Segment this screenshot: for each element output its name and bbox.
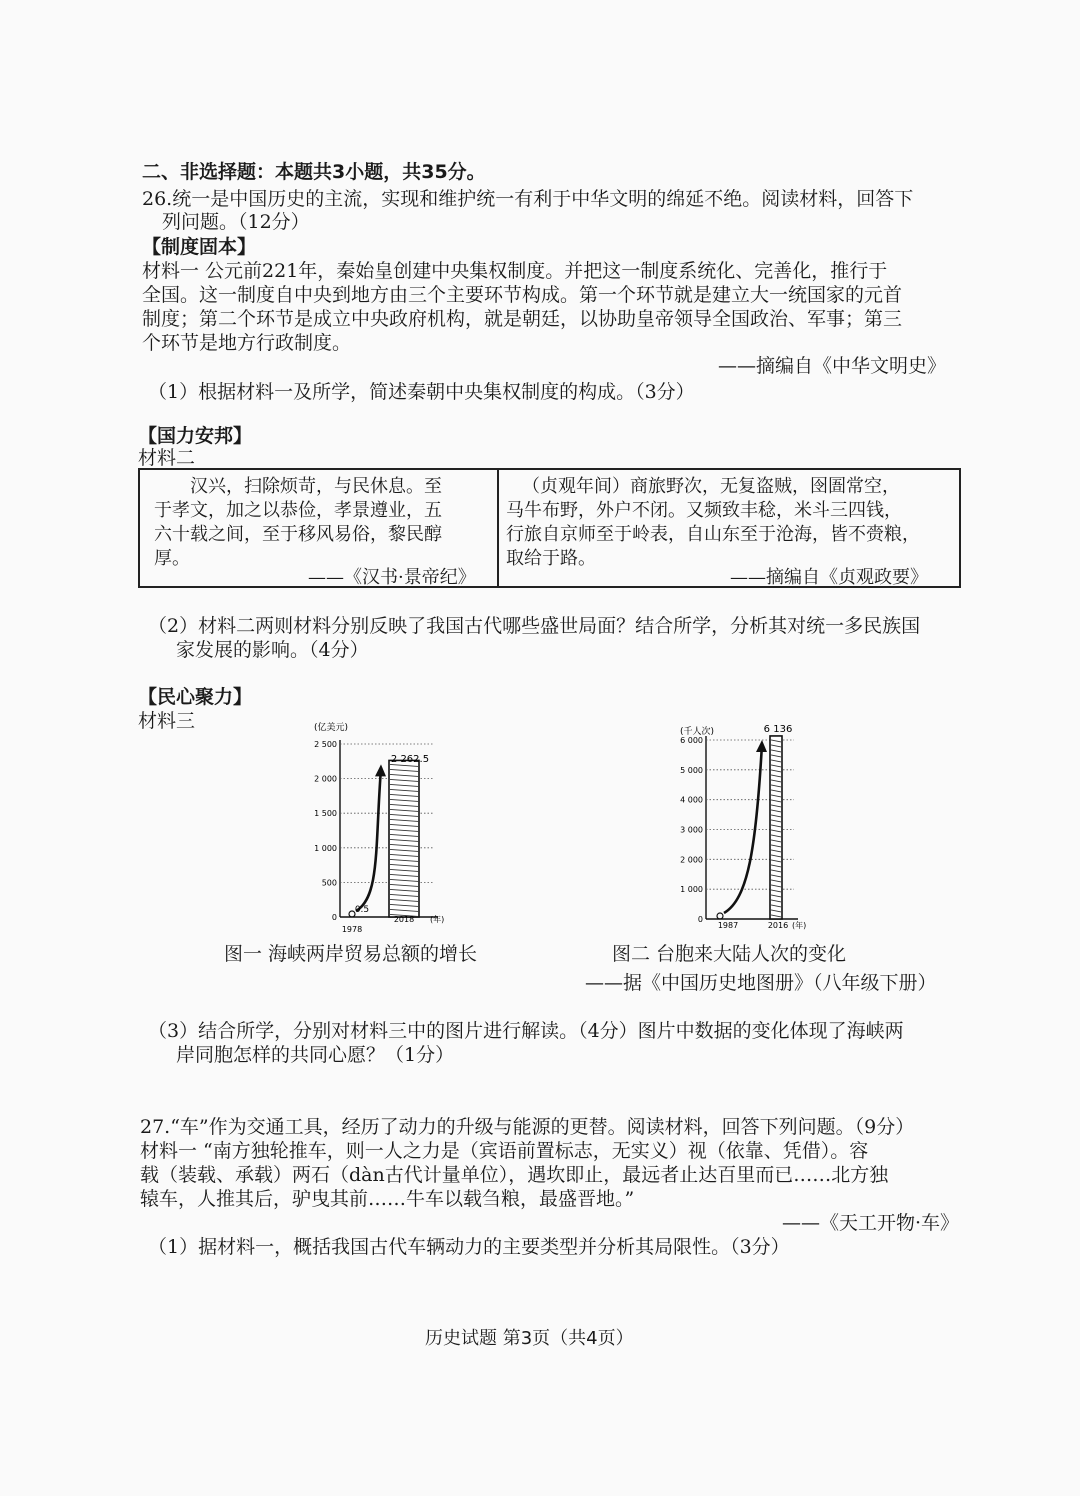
material-table (138, 468, 961, 588)
chart1-ylabel: (亿美元) (314, 723, 349, 733)
y-tick-label: 0 (331, 913, 337, 922)
y-tick-label: 500 (321, 878, 337, 888)
chart2-xlabel: (年) (792, 921, 807, 930)
chart1-caption: 图一 海峡两岸贸易总额的增长 (224, 943, 478, 965)
q26-intro-line2: 列问题。（12分） (162, 211, 310, 233)
chart1-x-tick: 2018 (393, 915, 415, 924)
chart1-x-tick: 1978 (341, 925, 363, 934)
section-header: 二、非选择题：本题共3小题，共35分。 (142, 161, 486, 183)
chart-visitors (668, 720, 828, 930)
sub1-heading: 【制度固本】 (142, 236, 257, 258)
sub1-material-line: 全国。这一制度自中央到地方由三个主要环节构成。第一个环节就是建立大一统国家的元首 (142, 284, 903, 306)
q27-material-line: 载（装载、承载）两石（dàn古代计量单位），遇坎即止，最远者止达百里而已……北方独 (140, 1164, 889, 1186)
table-right-line: 取给于路。 (506, 548, 596, 569)
sub3-question-line1: （3）结合所学，分别对材料三中的图片进行解读。（4分）图片中数据的变化体现了海峡两 (148, 1020, 904, 1042)
sub2-heading: 【国力安邦】 (138, 425, 253, 447)
sub1-question: （1）根据材料一及所学，简述秦朝中央集权制度的构成。（3分） (148, 381, 695, 403)
table-left-line: 厚。 (154, 548, 190, 569)
chart2-ylabel: (千人次) (680, 727, 715, 737)
q27-material-line: 辕车，人推其后，驴曳其前……牛车以载刍粮，最盛晋地。” (140, 1188, 635, 1210)
page-footer: 历史试题 第3页（共4页） (425, 1328, 634, 1349)
y-tick-label: 0 (697, 915, 703, 924)
sub1-source: ——摘编自《中华文明史》 (718, 355, 947, 377)
chart1-data-label: 0.5 (354, 905, 370, 915)
sub3-material-label: 材料三 (138, 710, 196, 732)
sub1-material-line: 制度；第二个环节是成立中央政府机构，就是朝廷，以协助皇帝领导全国政治、军事；第三 (142, 308, 903, 330)
bar-small (717, 913, 723, 919)
table-right-source: ——摘编自《贞观政要》 (730, 567, 928, 588)
growth-arrow (724, 744, 762, 913)
table-right-line: 马牛布野，外户不闭。又频致丰稔，米斗三四钱， (506, 500, 902, 521)
q27-source: ——《天工开物·车》 (782, 1212, 960, 1234)
q26-intro-line1: 26.统一是中国历史的主流，实现和维护统一有利于中华文明的绵延不绝。阅读材料，回答下 (142, 188, 914, 210)
q27-question: （1）据材料一，概括我国古代车辆动力的主要类型并分析其局限性。（3分） (148, 1236, 790, 1258)
sub3-heading: 【民心聚力】 (138, 686, 253, 708)
sub3-question-line2: 岸同胞怎样的共同心愿？（1分） (176, 1044, 455, 1066)
arrow-head (375, 764, 386, 776)
table-left-line: 于孝文，加之以恭俭，孝景遵业，五 (154, 500, 442, 521)
sub2-question-line2: 家发展的影响。（4分） (176, 639, 369, 661)
sub1-material-line: 材料一 公元前221年，秦始皇创建中央集权制度。并把这一制度系统化、完善化，推行于 (142, 260, 888, 282)
sub1-material-line: 个环节是地方行政制度。 (142, 332, 352, 354)
q27-material-line: 材料一 “南方独轮推车，则一人之力是（宾语前置标志，无实义）视（依靠、凭借）。容 (140, 1140, 869, 1162)
growth-arrow (356, 768, 381, 911)
y-tick-label: 2 000 (314, 774, 337, 784)
arrow-head (756, 740, 767, 752)
y-tick-label: 3 000 (680, 825, 703, 835)
chart2-data-label: 6 136 (763, 724, 793, 735)
y-tick-label: 6 000 (680, 736, 703, 745)
y-tick-label: 1 000 (680, 885, 703, 895)
chart-trade-growth (300, 718, 470, 938)
chart1-data-label: 2 262.5 (390, 754, 430, 765)
bar (389, 760, 419, 917)
sub2-material-label: 材料二 (138, 447, 196, 469)
sub2-question-line1: （2）材料二两则材料分别反映了我国古代哪些盛世局面？结合所学，分析其对统一多民族国 (148, 615, 921, 637)
q27-intro: 27.“车”作为交通工具，经历了动力的升级与能源的更替。阅读材料，回答下列问题。（9分） (140, 1116, 915, 1138)
y-tick-label: 2 500 (314, 740, 337, 749)
table-right-line: （贞观年间）商旅野次，无复盗贼，囹圄常空， (522, 476, 900, 497)
y-tick-label: 1 000 (314, 843, 337, 853)
table-left-line: 汉兴，扫除烦苛，与民休息。至 (190, 476, 442, 497)
table-left-line: 六十载之间，至于移风易俗，黎民醇 (154, 524, 442, 545)
chart2-caption: 图二 台胞来大陆人次的变化 (612, 943, 847, 965)
table-divider (497, 470, 499, 586)
y-tick-label: 5 000 (680, 765, 703, 775)
chart2-x-tick: 2016 (767, 921, 789, 930)
table-left-source: ——《汉书·景帝纪》 (308, 567, 476, 588)
y-tick-label: 4 000 (680, 795, 703, 805)
chart2-x-tick: 1987 (717, 921, 739, 930)
sub3-source: ——据《中国历史地图册》（八年级下册） (585, 972, 937, 994)
y-tick-label: 2 000 (680, 855, 703, 865)
chart1-xlabel: (年) (430, 915, 445, 924)
y-tick-label: 1 500 (314, 809, 337, 819)
table-right-line: 行旅自京师至于岭表，自山东至于沧海，皆不赍粮， (506, 524, 920, 545)
